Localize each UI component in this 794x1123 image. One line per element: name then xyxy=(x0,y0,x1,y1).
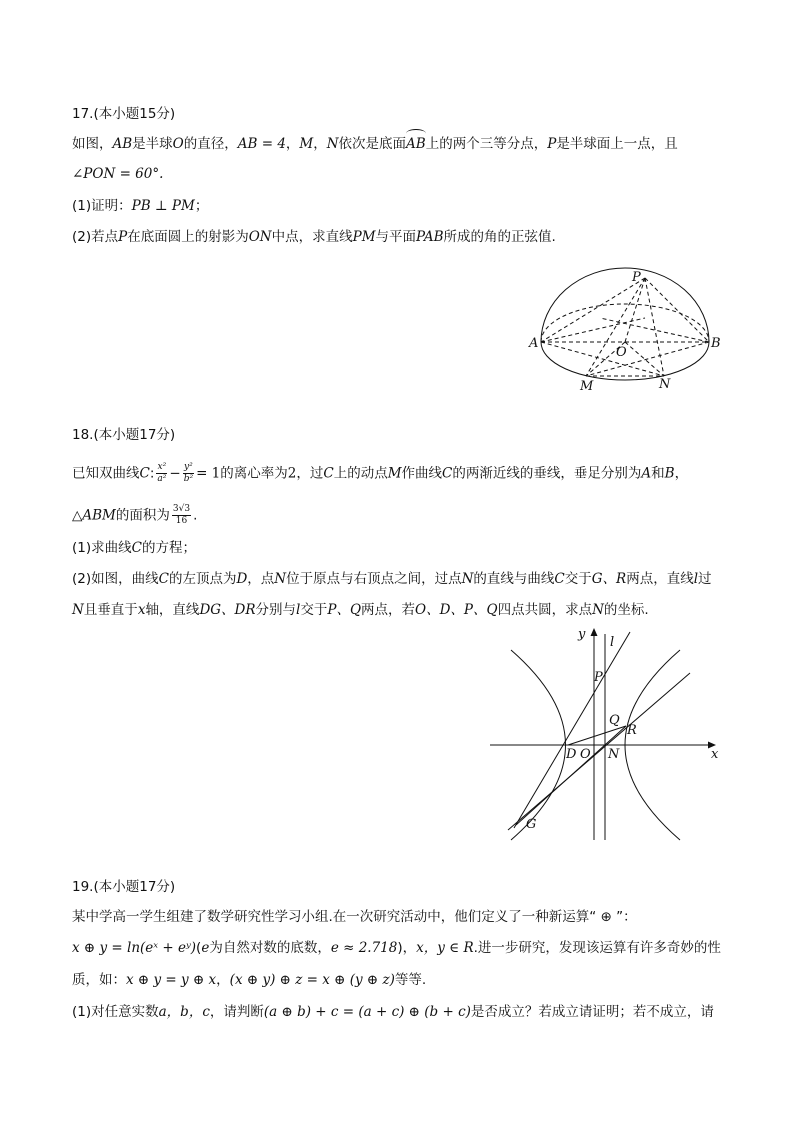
q19-line2: x ⊕ y = ln(eˣ + eʸ)(e为自然对数的底数，e ≈ 2.718)，x，y ∈ R.进一步研究，发现该运算有许多奇妙的性 xyxy=(72,940,721,956)
q18-header: 18.(本小题17分) xyxy=(72,427,176,443)
label-b: B xyxy=(711,336,721,351)
segment-po xyxy=(625,278,645,342)
segment-a-back xyxy=(541,318,645,342)
q17-header: 17.(本小题15分) xyxy=(72,106,176,122)
arc-ab: AB xyxy=(406,136,426,152)
q19-header: 19.(本小题17分) xyxy=(72,879,176,895)
label-point-g: G xyxy=(526,817,537,832)
hyperbola-figure xyxy=(488,622,728,844)
q18-part2-line2: N且垂直于x轴，直线DG、DR分别与l交于P、Q两点，若O、D、P、Q四点共圆，求点N的坐标. xyxy=(72,602,649,618)
label-p: P xyxy=(632,270,641,285)
label-o: O xyxy=(616,345,627,360)
label-point-o: O xyxy=(580,747,591,762)
q17-part1: (1)证明：PB ⊥ PM； xyxy=(72,198,209,214)
q17-line1: 如图，AB是半球O的直径，AB = 4，M，N依次是底面AB上的两个三等分点，P是半球面上一点，且 xyxy=(72,136,678,152)
fraction-area: $\frac{3√3}{16}$ xyxy=(172,504,191,526)
segment-pm xyxy=(586,278,645,376)
q17-part2: (2)若点P在底面圆上的射影为ON中点，求直线PM与平面PAB所成的角的正弦值. xyxy=(72,229,556,245)
q19-line3: 质，如：x ⊕ y = y ⊕ x，(x ⊕ y) ⊕ z = x ⊕ (y ⊕ z)等等. xyxy=(72,972,427,988)
fraction-x: $\frac{\text{x²}}{\text{a²}}$ xyxy=(157,462,167,484)
label-axis-x: x xyxy=(711,747,719,762)
segment-pb xyxy=(645,278,709,342)
segment-pa xyxy=(541,278,645,342)
segment-b-back xyxy=(600,318,709,342)
q19-part1: (1)对任意实数a，b，c，请判断(a ⊕ b) + c = (a + c) ⊕ (b + c)是否成立？若成立请证明；若不成立，请 xyxy=(72,1004,714,1020)
q18-part1: (1)求曲线C的方程； xyxy=(72,540,196,556)
label-a: A xyxy=(529,336,539,351)
hemisphere-outline xyxy=(541,268,709,342)
q18-part2-line1: (2)如图，曲线C的左顶点为D，点N位于原点与右顶点之间，过点N的直线与曲线C交于G、R两点，直线l过 xyxy=(72,571,712,587)
segment-an xyxy=(541,342,664,376)
label-point-r: R xyxy=(627,723,637,738)
label-point-n: N xyxy=(608,747,620,762)
label-point-q: Q xyxy=(609,713,620,728)
q19-line1: 某中学高一学生组建了数学研究性学习小组.在一次研究活动中，他们定义了一种新运算“ ⊕ ”： xyxy=(72,909,637,925)
segment-bm xyxy=(586,342,709,376)
y-axis-arrow xyxy=(591,628,598,636)
hemisphere-figure xyxy=(525,266,725,396)
label-line-l: l xyxy=(610,635,615,650)
q17-line2: ∠PON = 60°. xyxy=(72,166,164,182)
q18-line1: 已知双曲线C: $\frac{\text{x²}}{\text{a²}}$ − $\frac{\text{y²}}{\text{b²}}$ = 1的离心率为2，过C上的动点M作曲线C的两渐近线的垂线，垂足分别为A和B， xyxy=(72,462,689,484)
fraction-y: $\frac{\text{y²}}{\text{b²}}$ xyxy=(183,462,194,484)
label-point-d: D xyxy=(566,747,577,762)
label-n: N xyxy=(659,377,671,392)
label-axis-y: y xyxy=(578,627,586,642)
line-gr xyxy=(516,726,626,825)
line-dr xyxy=(508,673,690,830)
label-m: M xyxy=(580,379,594,394)
q18-line2: △ABM的面积为 $\frac{3√3}{16}$ . xyxy=(72,504,198,526)
label-point-p: P xyxy=(594,670,603,685)
